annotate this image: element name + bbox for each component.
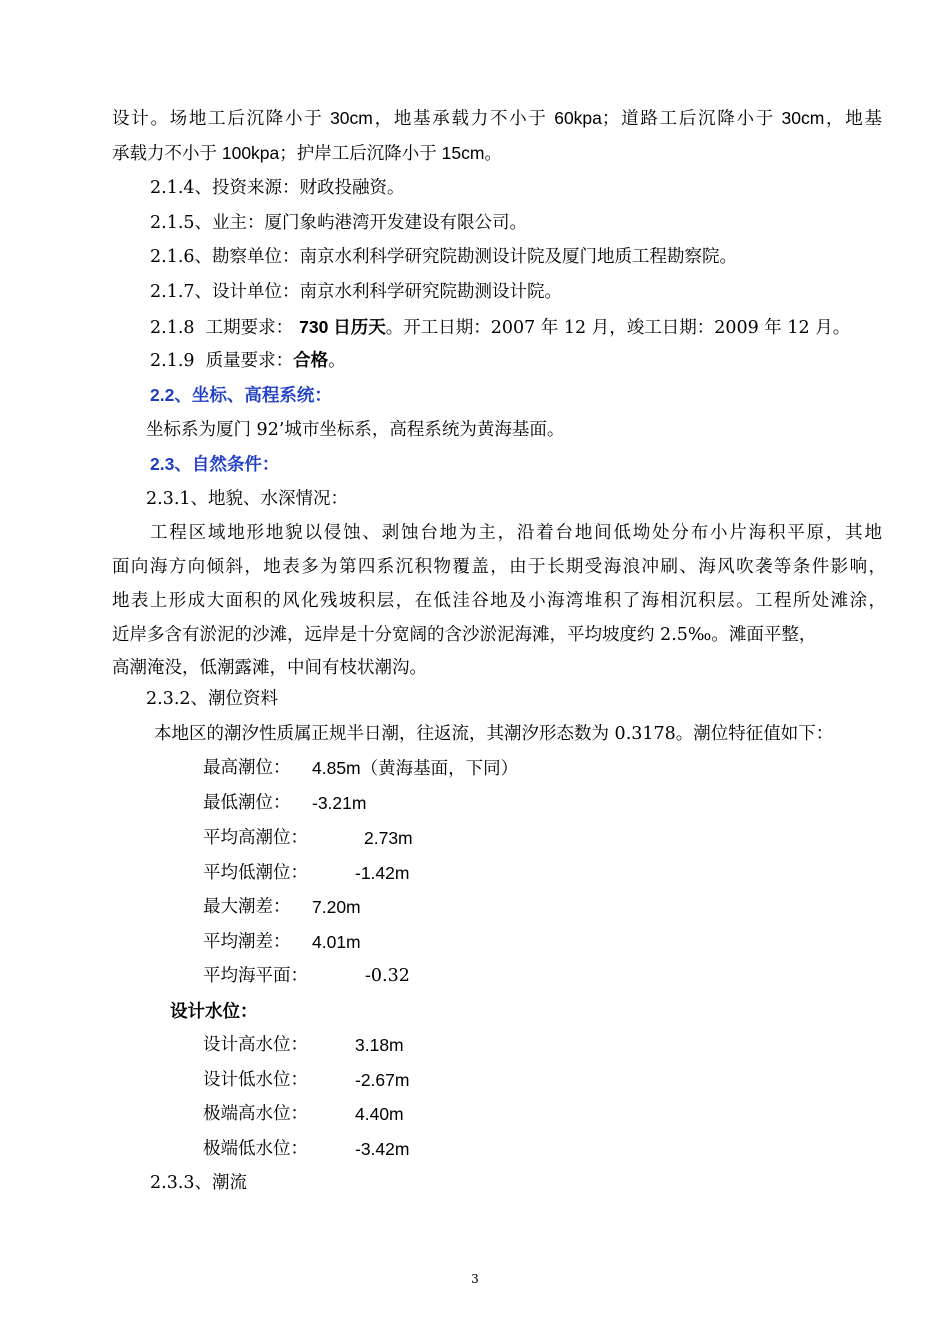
design-level-label: 极端低水位：: [203, 1139, 308, 1159]
construction-period: 730 日历天: [299, 317, 386, 337]
design-level-label: 设计低水位：: [203, 1070, 308, 1090]
item-2-1-4: 2.1.4、投资来源：财政投融资。: [150, 178, 405, 198]
tide-value: [312, 756, 518, 781]
tide-label: 最低潮位：: [203, 793, 291, 813]
quality-requirement: 合格: [293, 351, 329, 371]
landform-line-1: 工程区域地形地貌以侵蚀、剥蚀台地为主，沿着台地间低坳处分布小片海积平原，其地: [150, 523, 882, 543]
tide-value: -1.42m: [355, 863, 410, 883]
item-2-1-9: [150, 349, 346, 373]
design-level-value: -3.42m: [355, 1139, 410, 1159]
tide-intro: 本地区的潮汐性质属正规半日潮，往返流，其潮汐形态数为 0.3178。潮位特征值如下：: [154, 724, 834, 744]
tide-value-text: 4.85m（黄海基面，下同）: [312, 758, 519, 778]
section-2-3-3-title: 2.3.3、潮流: [150, 1173, 248, 1193]
tide-value: -0.32: [365, 966, 410, 986]
landform-line-3: 地表上形成大面积的风化残坡积层，在低洼谷地及小海湾堆积了海相沉积层。工程所处滩涂，: [112, 591, 886, 611]
tide-label: 最大潮差：: [203, 897, 291, 917]
tide-value: 2.73m: [364, 828, 413, 848]
section-2-3-heading: 2.3、自然条件：: [150, 454, 280, 474]
tide-label: 平均高潮位：: [203, 828, 308, 848]
page-number: 3: [471, 1272, 479, 1286]
intro-line-1: 设计。场地工后沉降小于 30cm，地基承载力不小于 60kpa；道路工后沉降小于 30cm，地基: [112, 108, 882, 128]
intro-line-2: 承载力不小于 100kpa；护岸工后沉降小于 15cm。: [112, 143, 502, 163]
item-2-1-9-prefix: 2.1.9 质量要求：: [150, 351, 294, 371]
design-level-label: 极端高水位：: [203, 1104, 308, 1124]
design-level-value: -2.67m: [355, 1070, 410, 1090]
section-2-2-body: 坐标系为厦门 92’城市坐标系，高程系统为黄海基面。: [146, 420, 565, 440]
item-2-1-8-suffix: 。开工日期：2007 年 12 月，竣工日期：2009 年 12 月。: [385, 318, 851, 338]
item-2-1-8: [150, 315, 850, 339]
section-2-2-heading: 2.2、坐标、高程系统：: [150, 385, 332, 405]
item-2-1-7: 2.1.7、设计单位：南京水利科学研究院勘测设计院。: [150, 282, 563, 302]
item-2-1-9-suffix: 。: [328, 351, 346, 371]
landform-line-2: 面向海方向倾斜，地表多为第四系沉积物覆盖，由于长期受海浪冲刷、海风吹袭等条件影响，: [112, 557, 886, 577]
design-water-level-heading: 设计水位：: [170, 1001, 258, 1021]
tide-label: 平均海平面：: [203, 966, 308, 986]
tide-value: -3.21m: [312, 793, 367, 813]
section-2-3-2-title: 2.3.2、潮位资料: [146, 689, 279, 709]
landform-line-4: 近岸多含有淤泥的沙滩，远岸是十分宽阔的含沙淤泥海滩，平均坡度约 2.5‰。滩面平整，: [112, 625, 817, 645]
design-level-value: 3.18m: [355, 1035, 404, 1055]
item-2-1-8-prefix: 2.1.8 工期要求：: [150, 318, 294, 338]
item-2-1-5: 2.1.5、业主：厦门象屿港湾开发建设有限公司。: [150, 213, 528, 233]
section-2-3-1-title: 2.3.1、地貌、水深情况：: [146, 489, 349, 509]
tide-label: 平均潮差：: [203, 932, 291, 952]
tide-label: 最高潮位：: [203, 758, 291, 778]
design-level-label: 设计高水位：: [203, 1035, 308, 1055]
tide-label: 平均低潮位：: [203, 863, 308, 883]
tide-value: 4.01m: [312, 932, 361, 952]
tide-value: 7.20m: [312, 897, 361, 917]
landform-line-5: 高潮淹没，低潮露滩，中间有枝状潮沟。: [112, 658, 427, 678]
item-2-1-6: 2.1.6、勘察单位：南京水利科学研究院勘测设计院及厦门地质工程勘察院。: [150, 247, 738, 267]
design-level-value: 4.40m: [355, 1104, 404, 1124]
